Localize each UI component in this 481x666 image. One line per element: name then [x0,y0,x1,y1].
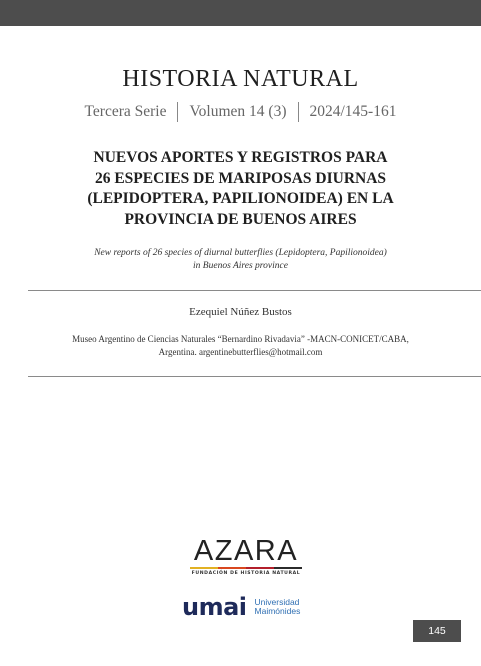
affiliation-line: Museo Argentino de Ciencias Naturales “Bernardino Rivadavia” -MACN-CONICET/CABA, [72,334,409,344]
azara-color-stripe [190,567,302,569]
divider-bottom [28,376,481,377]
umai-university-name [255,598,301,617]
article-title-line: 26 ESPECIES DE MARIPOSAS DIURNAS [94,169,387,187]
author-name: Ezequiel Núñez Bustos [189,306,292,318]
umai-line: Universidad [254,596,300,607]
english-subtitle [40,247,441,273]
umai-line: Maimónides [254,606,301,616]
author-affiliation [40,333,441,358]
pages-label: 2024/145-161 [309,103,397,120]
article-title [60,148,421,230]
stripe-segment [246,567,274,569]
azara-logo-word: AZARA [193,535,299,567]
stripe-segment [274,567,302,569]
umai-logo [182,593,301,621]
stripe-segment [218,567,246,569]
article-title-line: (LEPIDOPTERA, PAPILIONOIDEA) EN LA [87,190,394,207]
journal-title: HISTORIA NATURAL [122,66,359,92]
top-header-bar [0,0,481,26]
subtitle-line: in Buenos Aires province [193,261,288,271]
divider-top [28,290,481,291]
subtitle-line: New reports of 26 species of diurnal butterflies (Lepidoptera, Papilionoidea) [94,248,387,258]
article-title-line: PROVINCIA DE BUENOS AIRES [124,210,357,228]
journal-series-line [0,102,481,122]
umai-logo-word: umai [182,593,247,621]
series-label: Tercera Serie [84,103,167,120]
stripe-segment [190,567,218,569]
azara-tagline: FUNDACIÓN DE HISTORIA NATURAL [191,571,301,576]
volume-label: Volumen 14 (3) [189,103,287,120]
article-title-line: NUEVOS APORTES Y REGISTROS PARA [93,149,388,166]
affiliation-line: Argentina. argentinebutterflies@hotmail.com [158,346,323,357]
page-number-badge: 145 [413,620,461,642]
azara-logo [189,537,303,576]
